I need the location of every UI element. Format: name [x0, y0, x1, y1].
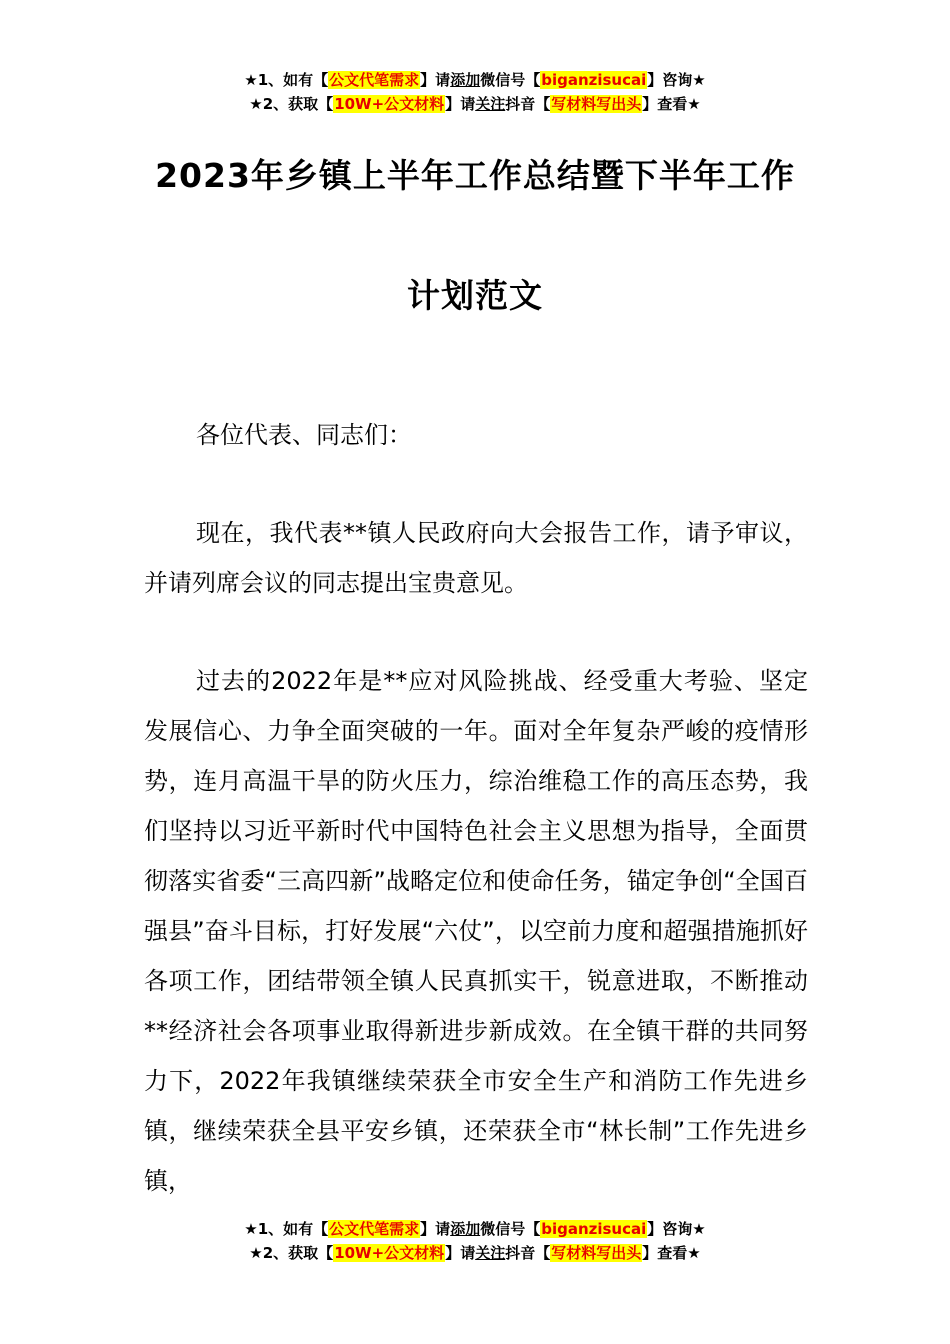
promo-text: 】请 — [445, 95, 476, 113]
promo-line-2 — [0, 92, 950, 116]
promo-line-1 — [0, 68, 950, 92]
wechat-id-highlight: biganzisucai — [541, 1220, 647, 1238]
promo-banner-bottom — [0, 1217, 950, 1265]
greeting-paragraph: 各位代表、同志们： — [196, 421, 412, 449]
promo-underlined-text: 添加 — [450, 71, 481, 89]
intro-paragraph: 现在，我代表**镇人民政府向大会报告工作，请予审议，并请列席会议的同志提出宝贵意见。 — [144, 519, 808, 597]
promo-text: ★2、获取【 — [249, 95, 334, 113]
document-title-line-1: 2023年乡镇上半年工作总结暨下半年工作 — [155, 156, 795, 195]
promo-line-2 — [0, 1241, 950, 1265]
promo-highlight: 10W+公文材料 — [334, 1244, 445, 1262]
promo-underlined-text: 添加 — [450, 1220, 481, 1238]
promo-underlined-text: 关注 — [475, 95, 506, 113]
promo-text: 】请 — [420, 71, 451, 89]
document-title-line-2: 计划范文 — [407, 276, 543, 315]
promo-underlined-text: 关注 — [475, 1244, 506, 1262]
promo-text: 】请 — [420, 1220, 451, 1238]
douyin-id-highlight: 写材料写出头 — [551, 1244, 642, 1262]
promo-text: 抖音【 — [505, 1244, 551, 1262]
promo-text: ★1、如有【 — [244, 71, 329, 89]
promo-text: ★2、获取【 — [249, 1244, 334, 1262]
promo-text: ★1、如有【 — [244, 1220, 329, 1238]
main-paragraph: 过去的2022年是**应对风险挑战、经受重大考验、坚定发展信心、力争全面突破的一年。面对全年复杂严峻的疫情形势，连月高温干旱的防火压力，综治维稳工作的高压态势，我们坚持以习近平新时代中国特色社会主义思想为指导，全面贯彻落实省委“三高四新”战略定位和使命任务，锚定争创“全国百强县”奋斗目标，打好发展“六仗”，以空前力度和超强措施抓好各项工作，团结带领全镇人民真抓实干，锐意进取，不断推动**经济社会各项事业取得新进步新成效。在全镇干群的共同努力下，2022年我镇继续荣获全市安全生产和消防工作先进乡镇，继续荣获全县平安乡镇，还荣获全市“林长制”工作先进乡镇， — [144, 667, 808, 1195]
promo-text: 】查看★ — [642, 1244, 701, 1262]
promo-line-1 — [0, 1217, 950, 1241]
promo-highlight: 公文代笔需求 — [329, 1220, 420, 1238]
promo-highlight: 公文代笔需求 — [329, 71, 420, 89]
promo-text: 抖音【 — [505, 95, 551, 113]
promo-highlight: 10W+公文材料 — [334, 95, 445, 113]
promo-text: 微信号【 — [480, 1220, 541, 1238]
promo-text: 】查看★ — [642, 95, 701, 113]
promo-banner-top — [0, 68, 950, 116]
douyin-id-highlight: 写材料写出头 — [551, 95, 642, 113]
promo-text: 】咨询★ — [647, 1220, 706, 1238]
wechat-id-highlight: biganzisucai — [541, 71, 647, 89]
promo-text: 微信号【 — [480, 71, 541, 89]
promo-text: 】请 — [445, 1244, 476, 1262]
promo-text: 】咨询★ — [647, 71, 706, 89]
